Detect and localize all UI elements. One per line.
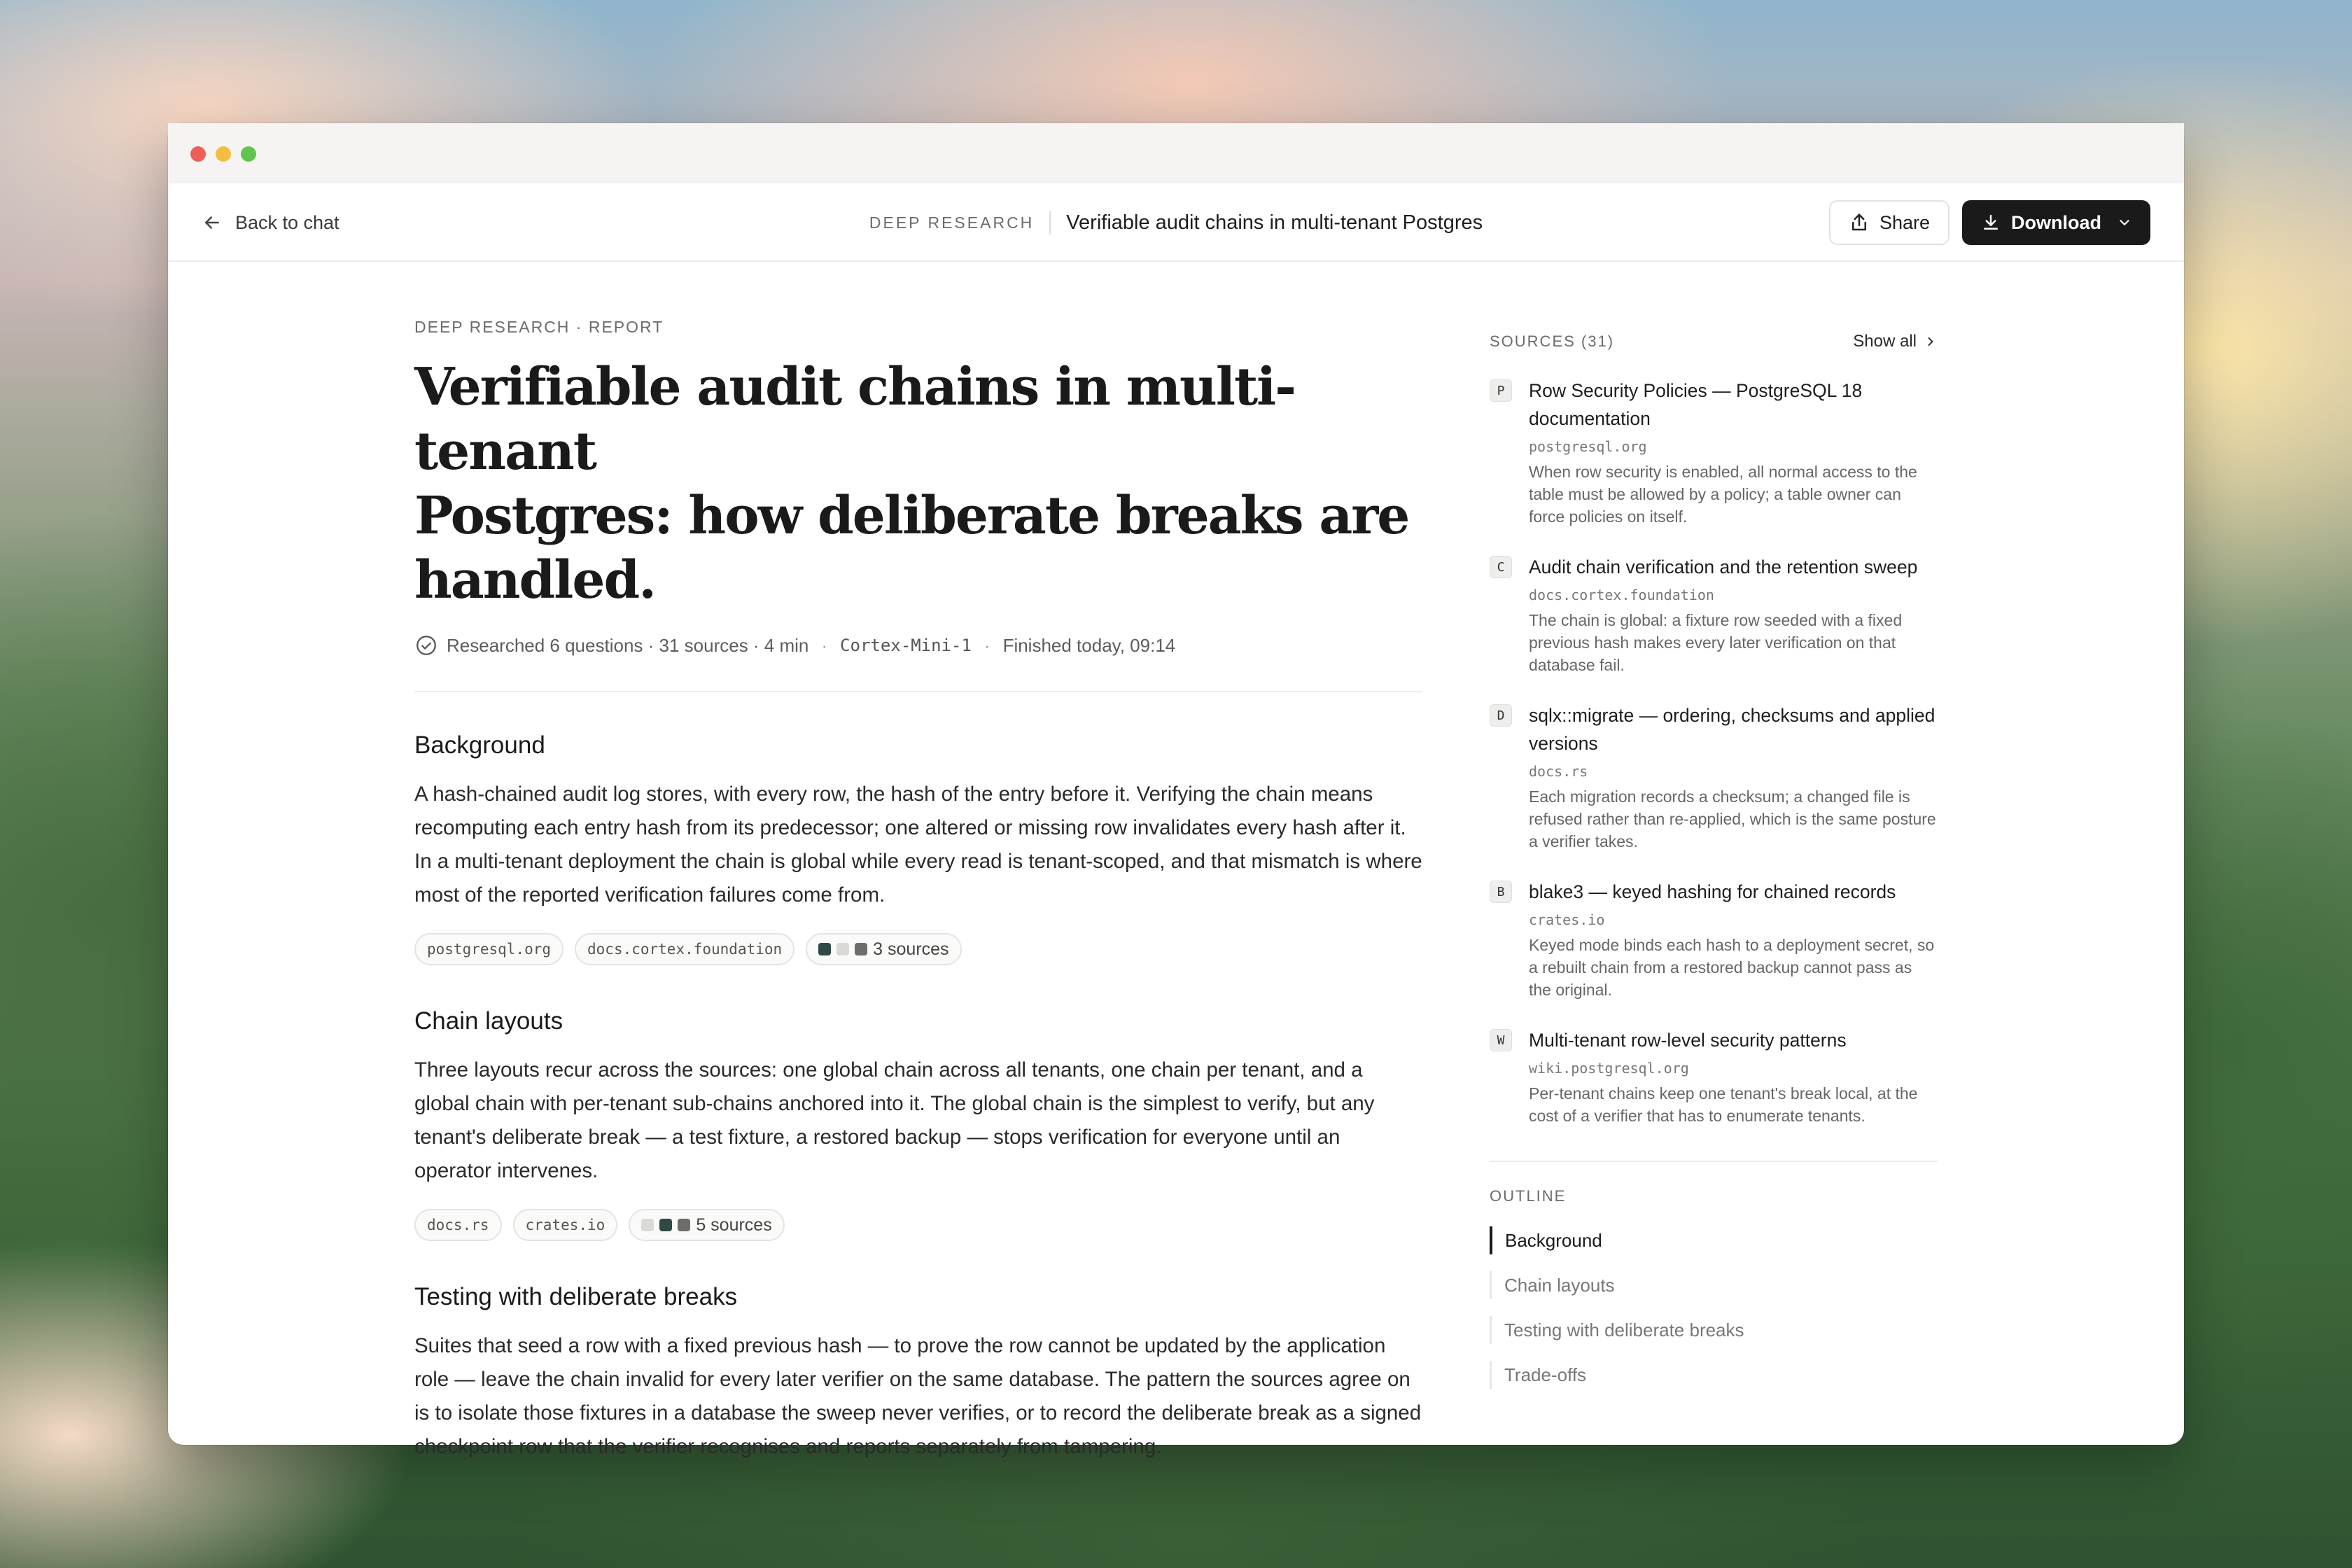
report-sidebar [1490, 332, 1938, 1406]
section-heading: Testing with deliberate breaks [414, 1283, 738, 1310]
source-swatch [818, 943, 831, 955]
source-swatch [641, 1219, 654, 1231]
source-chips [414, 1209, 1422, 1241]
source-swatch [659, 1219, 672, 1231]
sources-count-label: 3 sources [873, 939, 949, 959]
share-label: Share [1879, 211, 1930, 233]
report-divider [414, 691, 1422, 692]
download-button[interactable] [1962, 200, 2150, 245]
show-all-label: Show all [1853, 332, 1917, 351]
minimize-window-button[interactable] [216, 146, 231, 162]
source-item[interactable] [1490, 553, 1938, 676]
report-title [414, 355, 1422, 612]
section-body: Three layouts recur across the sources: one global chain across all tenants, one chain per tenant, and a global chain with per-tenant sub-chains anchored into it. The global chain is the simplest to verify, but any tenant's deliberate break — a test fixture, a restored backup — stops verification for everyone until an operator intervenes. [414, 1058, 1375, 1182]
share-icon [1849, 212, 1870, 233]
source-item[interactable] [1490, 701, 1938, 853]
source-chip[interactable]: postgresql.org [414, 933, 564, 965]
section-body: Suites that seed a row with a fixed previous hash — to prove the row cannot be updated by the application role — leave the chain invalid for every later verifier on the same database. The pattern the sources agree on is to isolate those fixtures in a database the sweep never verifies, or to record the deliberate break as a signed checkpoint row that the verifier recognises and reports separately from tampering. [414, 1334, 1422, 1458]
source-item[interactable] [1490, 878, 1938, 1001]
section-testing [414, 1283, 1422, 1464]
report-title-line: Postgres: how deliberate breaks are [414, 486, 1409, 546]
source-chip[interactable]: docs.cortex.foundation [575, 933, 794, 965]
report-title-line: handled. [414, 550, 655, 610]
source-badge: D [1490, 704, 1512, 727]
source-domain: docs.cortex.foundation [1529, 587, 1714, 603]
meta-researched: Researched 6 questions · 31 sources · 4 min [447, 634, 809, 656]
source-description: Each migration records a checksum; a changed file is refused rather than re-applied, which is the same posture a verifier takes. [1529, 788, 1936, 850]
app-window [168, 123, 2184, 1458]
section-background [414, 732, 1422, 965]
source-body [1529, 377, 1938, 528]
outline-item-background[interactable]: Background [1490, 1226, 1938, 1254]
source-title: sqlx::migrate — ordering, checksums and applied versions [1529, 705, 1935, 754]
outline-item-chain-layouts[interactable]: Chain layouts [1490, 1271, 1938, 1299]
header-divider [1049, 211, 1051, 234]
source-swatch [855, 943, 867, 955]
zoom-window-button[interactable] [241, 146, 256, 162]
header-kicker: DEEP RESEARCH [869, 213, 1035, 232]
sidebar-divider [1490, 1161, 1938, 1162]
source-domain: docs.rs [1529, 763, 1588, 780]
section-body: A hash-chained audit log stores, with every row, the hash of the entry before it. Verifying the chain means recomputing each entry hash from its predecessor; one altered or missing row invalidates every hash after it. In a multi-tenant deployment the chain is global while every read is tenant-scoped, and that mismatch is where most of the reported verification failures come from. [414, 783, 1422, 906]
section-heading: Background [414, 732, 545, 759]
sources-count-label: 5 sources [696, 1214, 772, 1235]
source-chip[interactable]: docs.rs [414, 1209, 502, 1241]
section-chain-layouts [414, 1007, 1422, 1241]
sources-header [1490, 332, 1938, 351]
report-title-line: Verifiable audit chains in multi-tenant [414, 357, 1295, 482]
report-meta [414, 634, 1422, 657]
report-header [168, 183, 2184, 262]
chevron-right-icon [1924, 335, 1938, 349]
source-body [1529, 1026, 1938, 1127]
outline-nav [1490, 1226, 1938, 1389]
back-to-chat-label: Back to chat [235, 211, 340, 233]
report-content[interactable] [168, 262, 2184, 1458]
source-badge: C [1490, 556, 1512, 578]
source-title: blake3 — keyed hashing for chained records [1529, 881, 1896, 902]
source-body [1529, 553, 1938, 676]
meta-finished: Finished today, 09:14 [1002, 634, 1176, 656]
source-item[interactable] [1490, 377, 1938, 528]
more-sources-chip[interactable] [806, 933, 961, 965]
source-title: Row Security Policies — PostgreSQL 18 documentation [1529, 380, 1863, 429]
source-badge: P [1490, 379, 1512, 402]
source-chip[interactable]: crates.io [513, 1209, 618, 1241]
show-all-link[interactable] [1853, 332, 1938, 351]
meta-separator: · [821, 634, 828, 656]
outline-label: OUTLINE [1490, 1187, 1567, 1205]
source-description: Per-tenant chains keep one tenant's break local, at the cost of a verifier that has to enumerate tenants. [1529, 1084, 1918, 1125]
source-title: Audit chain verification and the retention sweep [1529, 556, 1918, 578]
chevron-down-icon [2117, 215, 2132, 230]
meta-model: Cortex-Mini-1 [840, 636, 972, 655]
header-title: Verifiable audit chains in multi-tenant Postgres [1066, 211, 1483, 234]
source-body [1529, 701, 1938, 853]
source-description: Keyed mode binds each hash to a deployment secret, so a rebuilt chain from a restored backup cannot pass as the original. [1529, 936, 1935, 999]
source-domain: wiki.postgresql.org [1529, 1060, 1689, 1077]
sources-label: SOURCES (31) [1490, 332, 1615, 350]
source-swatch [678, 1219, 690, 1231]
source-item[interactable] [1490, 1026, 1938, 1127]
source-domain: postgresql.org [1529, 438, 1647, 455]
close-window-button[interactable] [190, 146, 206, 162]
outline-item-testing[interactable]: Testing with deliberate breaks [1490, 1316, 1938, 1344]
source-badge: W [1490, 1029, 1512, 1051]
source-title: Multi-tenant row-level security patterns [1529, 1030, 1847, 1051]
report-kicker: DEEP RESEARCH · REPORT [414, 318, 664, 336]
download-label: Download [2011, 211, 2101, 233]
source-description: When row security is enabled, all normal access to the table must be allowed by a policy; a table owner can force policies on itself. [1529, 463, 1917, 526]
source-domain: crates.io [1529, 911, 1605, 928]
meta-separator: · [983, 634, 990, 656]
check-circle-icon [414, 634, 438, 657]
report-article [414, 318, 1422, 1464]
source-chips [414, 933, 1422, 965]
source-badge: B [1490, 881, 1512, 903]
outline-item-trade-offs[interactable]: Trade-offs [1490, 1361, 1938, 1389]
download-icon [1980, 212, 2001, 233]
section-heading: Chain layouts [414, 1007, 564, 1035]
source-description: The chain is global: a fixture row seeded with a fixed previous hash makes every later verification on that database fail. [1529, 611, 1903, 674]
more-sources-chip[interactable] [629, 1209, 784, 1241]
source-swatch [836, 943, 849, 955]
window-titlebar [168, 123, 2184, 183]
header-actions [1829, 183, 2150, 262]
share-button[interactable] [1829, 200, 1949, 245]
source-body [1529, 878, 1938, 1001]
